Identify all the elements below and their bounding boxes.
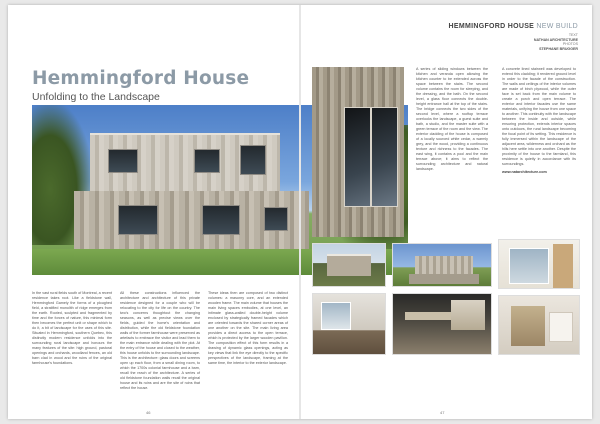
photo-exterior-2 [392, 243, 492, 287]
wood-panel [553, 244, 573, 288]
website-link[interactable]: www.natarchitecture.com [502, 170, 547, 174]
cladding-photo [312, 67, 404, 237]
section-label [449, 23, 578, 30]
page-number-left: 46 [146, 410, 151, 415]
window [240, 145, 266, 175]
window-mullion [370, 107, 372, 207]
photo-interior-3 [392, 293, 492, 355]
photo-interior-2 [312, 293, 386, 355]
house-upper-volume [90, 133, 280, 193]
body-column-r2 [502, 67, 576, 175]
window [451, 300, 485, 330]
window [194, 149, 220, 173]
house-lower-volume [74, 191, 309, 249]
body-column-r1: A series of sliding windows between the kitchen and veranda open allowing the kitchen counter to be extended across the space between the stairs. The second volume contains the room for sleeping, and the dressing, and the bath. On the second level, a glass floor connects the double-height entrance hall at the top of the stairs. The bridge connects the two sides of the second level, where a rooftop terrace overlooks the landscape, a guest suite and bath, a studio, and the master suite with a green terrace of the room and the view. The exterior cladding of the house is composed of a locally sourced white cedar, a warmly grey, and the wood, providing a continuous texture and richness to the facades. The east wing, it contains a pool and the main terrace above; it aims to reflect the surrounding architecture and natural landscape. [416, 67, 488, 171]
house-base [409, 274, 479, 284]
window [202, 205, 240, 235]
house [327, 254, 371, 276]
credit-value: NATHAN ARCHITECTURE [533, 37, 578, 42]
right-page [300, 5, 592, 419]
header-prefix: HEMMINGFORD HOUSE [448, 23, 535, 30]
article-subtitle: Unfolding to the Landscape [32, 91, 160, 103]
window [264, 207, 288, 231]
credit-label: PHOTOS [562, 42, 578, 47]
magazine-spread [8, 5, 592, 419]
body-column-r2-text: A concrete lined stairwell was developed to extend this cladding; it rendered ground level in order to the facade of the construction. The walls and ceilings of the interior volumes are made of birch plywood, while the outer face is set back from the main volume to create a porch and open terrace. The exterior and interior facades use the same materials, unifying the house from one space to another. This continuity with the landscape between the inside and outside, while ensuring protection, extends interior spaces onto outdoors, the rural landscape becoming the focal point of its setting. This residence is fully immersed within the landscape of the adjacent area, wilderness and orchard as the hills here settle into one another. Despite the proximity of the house to the farmland, this residence is quietly in accordance with its surroundings. [502, 67, 576, 166]
body-column-3: These ideas then are composed of two distinct volumes: a masonry core, and an extended wooden frame. The main volume that houses the main living spaces embodies, at one level, an intimate glass-walled double-height volume enclosed by strategically framed facades which are oriented towards the shared corner areas of one another on the site. The main living area provides a direct access to the open terrace, which is protected by the larger wooden pavilion. The composition effect of this form results in a drawing of dynamic glass openings, acting as key views that link the eye directly to the specific perspectives of the landscape, framing at the same time, the interior to the exterior landscape. [208, 291, 288, 365]
window [108, 149, 138, 173]
body-column-1: In the vast rural fields south of Montreal, a recent residence takes root. Like a fieldstone wall, Hemmingford Gamely the forms of a ploughed field, a stratified monolith of ridge emerges from the earth. Rooted, sculpted and fragmented by time and the forces of nature, this minimal form then becomes the perfect unit or shape which to do it, a bit of landscape for the uses of this site. Situated in Hemmingford, southern Quebec, this distinctly modern residence unfolds into the surrounding rural landscape and honours the many features of the site: high ground, pastoral openings and orchards, woodland fences, an old barn clad in wood and the ruins of the original farmhouse's foundations. [32, 291, 112, 365]
credits [449, 33, 578, 51]
header-accent: NEW BUILD [536, 23, 578, 30]
left-page [8, 5, 300, 419]
window [321, 302, 351, 330]
window [118, 205, 158, 235]
section-header [449, 23, 578, 51]
credit-value: STEPHANE BRUGGER [539, 46, 578, 51]
window [509, 248, 549, 284]
body-column-2: All these constructions influenced the architecture and architecture of this private residence designed for a couple who will be relocating to the city for life on the country. The two's concerns thoughtout the changing seasons, as well as precise views over the fields, guided the home's orientation and distribution, while the old fieldstone foundation walls of the former farmhouse were preserved as artefacts to embrace the visitor and lead them to the main entrance while dealing with the plot. At the entry of the house and closed to the weather, this house unfolds to the surrounding landscape. This is the architecture: glass doors and screens open up each floor, from a small dining room, to which the 1700s colonial farmhouse and a barn, recall the reach of the architecture. A series of old fieldstone foundation walls recall the original house and its ruins and are the site of ruins that reflect the house. [120, 291, 200, 390]
photo-interior-4 [498, 295, 580, 355]
photo-exterior-1 [312, 243, 386, 287]
wood-wall [511, 306, 545, 346]
photo-interior-1 [498, 239, 580, 289]
credit-label: TEXT [568, 33, 578, 37]
doorway [549, 312, 573, 342]
article-title: Hemmingford House [32, 68, 250, 89]
page-number-right: 47 [440, 410, 445, 415]
